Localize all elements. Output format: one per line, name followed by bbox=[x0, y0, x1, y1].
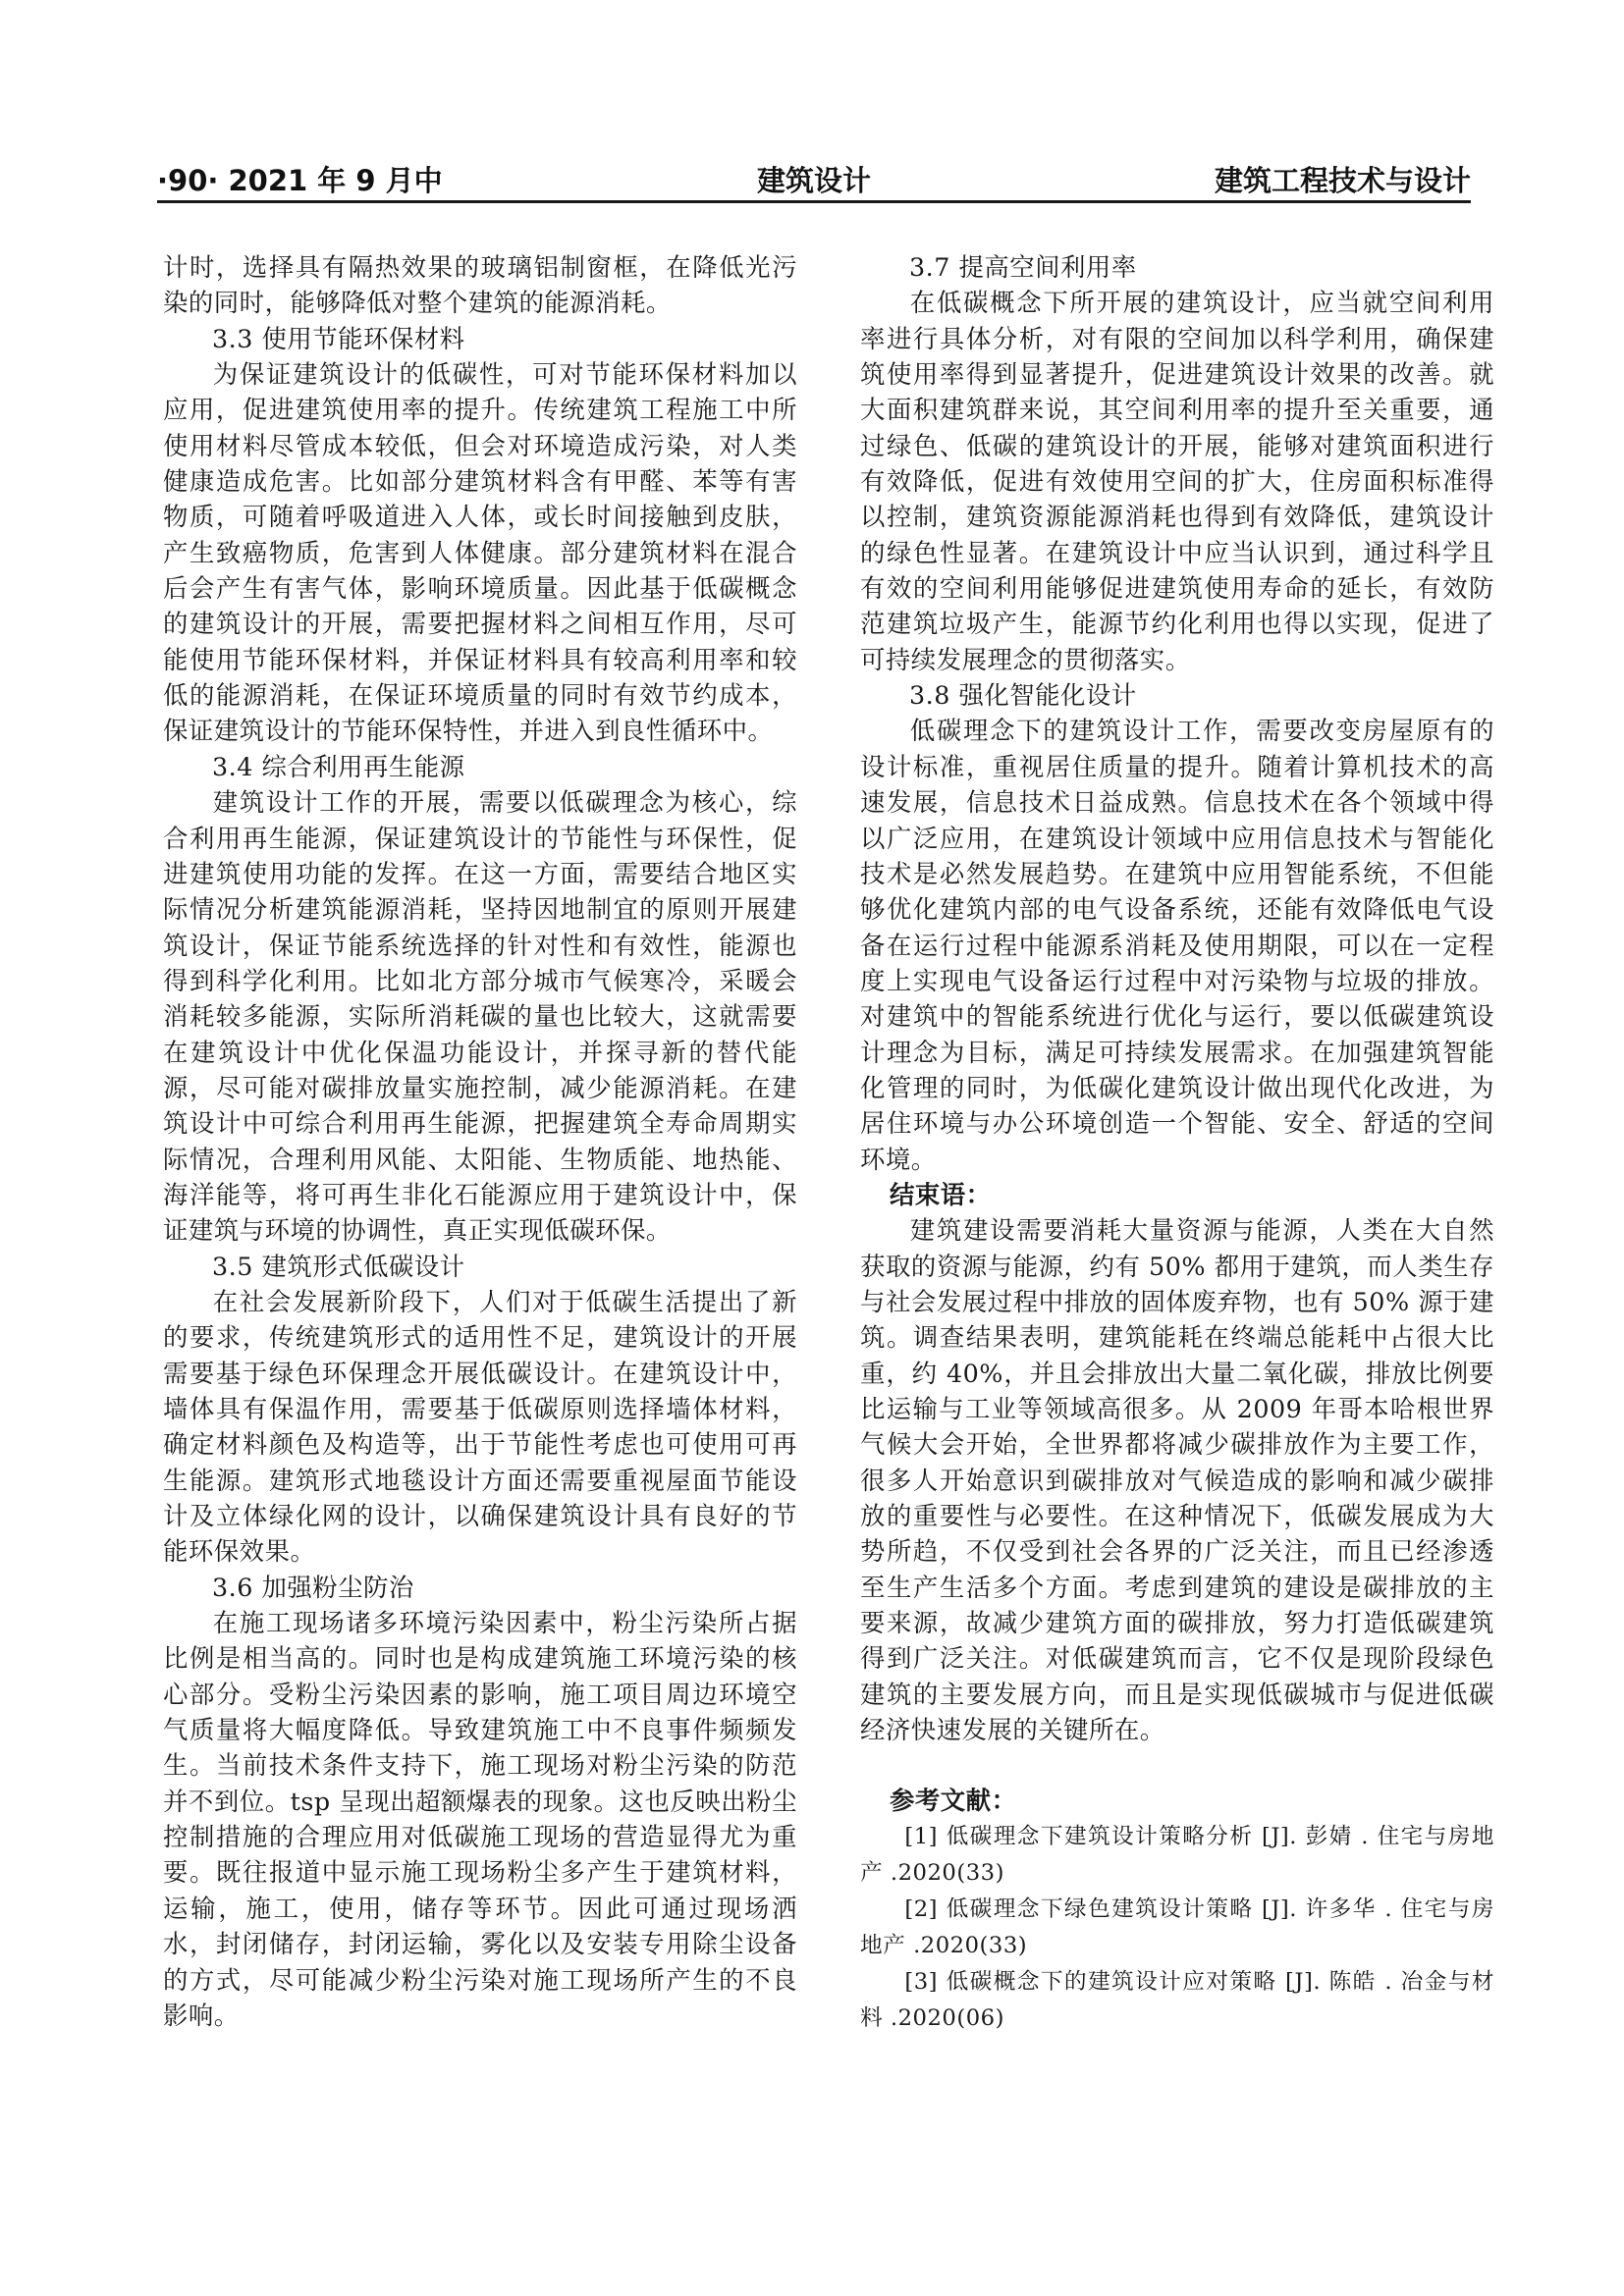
section-text-3-4: 建筑设计工作的开展，需要以低碳理念为核心，综合利用再生能源，保证建筑设计的节能性与环保性，促进建筑使用功能的发挥。在这一方面，需要结合地区实际情况分析建筑能源消耗，坚持因地制宜的原则开展建筑设计，保证节能系统选择的针对性和有效性，能源也得到科学化利用。比如北方部分城市气候寒冷，采暖会消耗较多能源，实际所消耗碳的量也比较大，这就需要在建筑设计中优化保温功能设计，并探寻新的替代能源，尽可能对碳排放量实施控制，减少能源消耗。在建筑设计中可综合利用再生能源，把握建筑全寿命周期实际情况，合理利用风能、太阳能、生物质能、地热能、海洋能等，将可再生非化石能源应用于建筑设计中，保证建筑与环境的协调性，真正实现低碳环保。 bbox=[163, 787, 797, 1246]
reference-item: [2] 低碳理念下绿色建筑设计策略 [J]. 许多华 . 住宅与房地产 .2020(33) bbox=[860, 1896, 1494, 1958]
section-heading-3-7: 3.7 提高空间利用率 bbox=[909, 252, 1137, 282]
running-header bbox=[157, 155, 1471, 203]
section-heading-3-8: 3.8 强化智能化设计 bbox=[909, 680, 1137, 711]
conclusion-heading: 结束语： bbox=[890, 1179, 992, 1209]
section-heading-3-4: 3.4 综合利用再生能源 bbox=[212, 751, 465, 781]
section-heading-3-6: 3.6 加强粉尘防治 bbox=[212, 1572, 414, 1602]
reference-item: [1] 低碳理念下建筑设计策略分析 [J]. 彭婧 . 住宅与房地产 .2020(33) bbox=[860, 1823, 1494, 1886]
references-heading: 参考文献： bbox=[890, 1786, 1017, 1816]
left-column bbox=[163, 249, 797, 2033]
page-number-date: ·90· 2021 年 9 月中 bbox=[157, 164, 443, 197]
column-title: 建筑设计 bbox=[756, 164, 872, 197]
reference-item: [3] 低碳概念下的建筑设计应对策略 [J]. 陈皓 . 冶金与材料 .2020(06) bbox=[860, 1968, 1494, 2031]
section-text-3-8: 低碳理念下的建筑设计工作，需要改变房屋原有的设计标准，重视居住质量的提升。随着计算机技术的高速发展，信息技术日益成熟。信息技术在各个领域中得以广泛应用，在建筑设计领域中应用信息技术与智能化技术是必然发展趋势。在建筑中应用智能系统，不但能够优化建筑内部的电气设备系统，还能有效降低电气设备在运行过程中能源系消耗及使用期限，可以在一定程度上实现电气设备运行过程中对污染物与垃圾的排放。对建筑中的智能系统进行优化与运行，要以低碳建筑设计理念为目标，满足可持续发展需求。在加强建筑智能化管理的同时，为低碳化建筑设计做出现代化改进，为居住环境与办公环境创造一个智能、安全、舒适的空间环境。 bbox=[860, 716, 1494, 1174]
section-text-3-5: 在社会发展新阶段下，人们对于低碳生活提出了新的要求，传统建筑形式的适用性不足，建筑设计的开展需要基于绿色环保理念开展低碳设计。在建筑设计中，墙体具有保温作用，需要基于低碳原则选择墙体材料，确定材料颜色及构造等，出于节能性考虑也可使用可再生能源。建筑形式地毯设计方面还需要重视屋面节能设计及立体绿化网的设计，以确保建筑设计具有良好的节能环保效果。 bbox=[163, 1286, 797, 1567]
conclusion-text: 建筑建设需要消耗大量资源与能源，人类在大自然获取的资源与能源，约有 50% 都用于建筑，而人类生存与社会发展过程中排放的固体废弃物，也有 50% 源于建筑。调查结果表明，建筑能耗在终端总能耗中占很大比重，约 40%，并且会排放出大量二氧化碳，排放比例要比运输与工业等领域高很多。从 2009 年哥本哈根世界气候大会开始，全世界都将减少碳排放作为主要工作，很多人开始意识到碳排放对气候造成的影响和减少碳排放的重要性与必要性。在这种情况下，低碳发展成为大势所趋，不仅受到社会各界的广泛关注，而且已经渗透至生产生活多个方面。考虑到建筑的建设是碳排放的主要来源，故减少建筑方面的碳排放，努力打造低碳建筑得到广泛关注。对低碳建筑而言，它不仅是现阶段绿色建筑的主要发展方向，而且是实现低碳城市与促进低碳经济快速发展的关键所在。 bbox=[860, 1215, 1494, 1745]
continued-paragraph: 计时，选择具有隔热效果的玻璃铝制窗框，在降低光污染的同时，能够降低对整个建筑的能源消耗。 bbox=[163, 252, 797, 318]
right-column bbox=[860, 249, 1494, 2037]
section-text-3-3: 为保证建筑设计的低碳性，可对节能环保材料加以应用，促进建筑使用率的提升。传统建筑工程施工中所使用材料尽管成本较低，但会对环境造成污染，对人类健康造成危害。比如部分建筑材料含有甲醛、苯等有害物质，可随着呼吸道进入人体，或长时间接触到皮肤，产生致癌物质，危害到人体健康。部分建筑材料在混合后会产生有害气体，影响环境质量。因此基于低碳概念的建筑设计的开展，需要把握材料之间相互作用，尽可能使用节能环保材料，并保证材料具有较高利用率和较低的能源消耗，在保证环境质量的同时有效节约成本，保证建筑设计的节能环保特性，并进入到良性循环中。 bbox=[163, 359, 797, 746]
section-text-3-7: 在低碳概念下所开展的建筑设计，应当就空间利用率进行具体分析，对有限的空间加以科学利用，确保建筑使用率得到显著提升，促进建筑设计效果的改善。就大面积建筑群来说，其空间利用率的提升至关重要，通过绿色、低碳的建筑设计的开展，能够对建筑面积进行有效降低，促进有效使用空间的扩大，住房面积标准得以控制，建筑资源能源消耗也得到有效降低，建筑设计的绿色性显著。在建筑设计中应当认识到，通过科学且有效的空间利用能够促进建筑使用寿命的延长，有效防范建筑垃圾产生，能源节约化利用也得以实现，促进了可持续发展理念的贯彻落实。 bbox=[860, 288, 1494, 674]
section-heading-3-3: 3.3 使用节能环保材料 bbox=[212, 323, 465, 353]
section-text-3-6: 在施工现场诸多环境污染因素中，粉尘污染所占据比例是相当高的。同时也是构成建筑施工环境污染的核心部分。受粉尘污染因素的影响，施工项目周边环境空气质量将大幅度降低。导致建筑施工中不良事件频频发生。当前技术条件支持下，施工现场对粉尘污染的防范并不到位。tsp 呈现出超额爆表的现象。这也反映出粉尘控制措施的合理应用对低碳施工现场的营造显得尤为重要。既往报道中显示施工现场粉尘多产生于建筑材料，运输，施工，使用，储存等环节。因此可通过现场洒水，封闭储存，封闭运输，雾化以及安装专用除尘设备的方式，尽可能减少粉尘污染对施工现场所产生的不良影响。 bbox=[163, 1608, 797, 2030]
section-heading-3-5: 3.5 建筑形式低碳设计 bbox=[212, 1251, 465, 1281]
journal-title: 建筑工程技术与设计 bbox=[1214, 164, 1471, 197]
